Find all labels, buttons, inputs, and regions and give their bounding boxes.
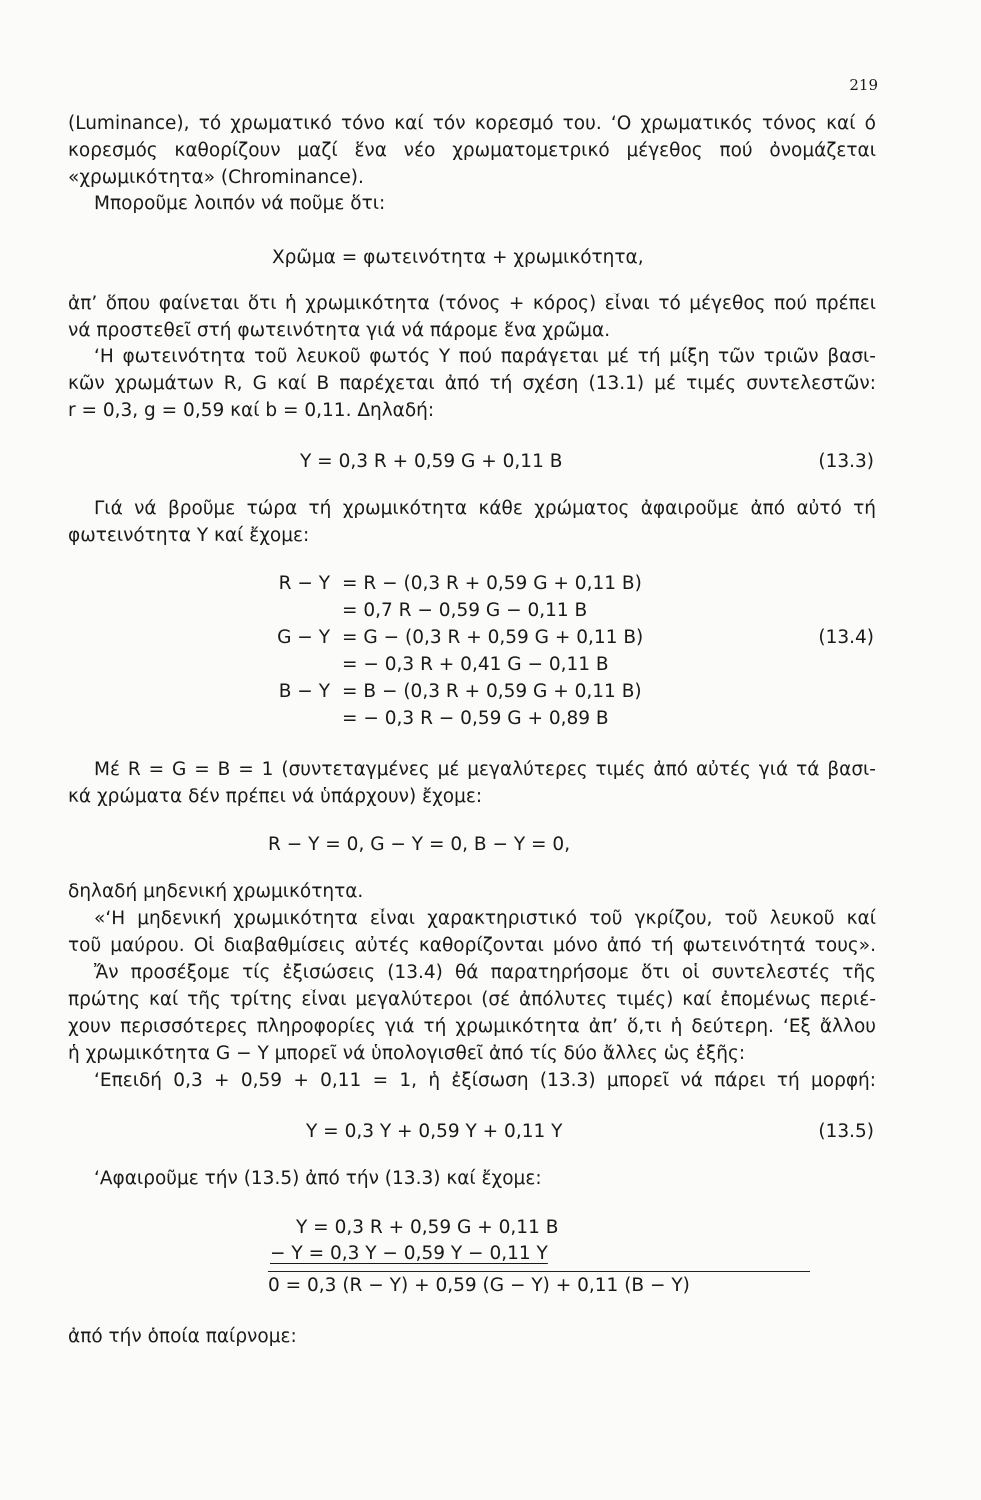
equation-lhs: G − Y: [277, 627, 330, 648]
page-number: 219: [849, 76, 878, 94]
equation-rhs: = B − (0,3 R + 0,59 G + 0,11 B): [342, 681, 642, 702]
text-line: πρώτης καί τῆς τρίτης εἶναι μεγαλύτεροι (σέ ἀπόλυτες τιμές) καί ἐπομένως περιέ-: [68, 989, 876, 1010]
text-line: ἀπ’ ὅπου φαίνεται ὅτι ἡ χρωμικότητα (τόνος + κόρος) εἶναι τό μέγεθος πού πρέπει: [68, 293, 876, 314]
text-line: «χρωμικότητα» (Chrominance).: [68, 167, 364, 188]
text-line: νά προστεθεῖ στή φωτεινότητα γιά νά πάρομε ἕνα χρῶμα.: [68, 320, 611, 341]
text-line: Γιά νά βροῦμε τώρα τή χρωμικότητα κάθε χρώματος ἀφαιροῦμε ἀπό αὐτό τή: [94, 498, 876, 519]
equation-rhs: = − 0,3 R + 0,41 G − 0,11 B: [342, 654, 609, 675]
equation-chroma: Χρῶμα = φωτεινότητα + χρωμικότητα,: [272, 247, 644, 268]
text-line: δηλαδή μηδενική χρωμικότητα.: [68, 881, 364, 902]
text-line: κορεσμός καθορίζουν μαζί ἕνα νέο χρωματομετρικό μέγεθος πού ὀνομάζεται: [68, 140, 876, 161]
text-line: ‘Επειδή 0,3 + 0,59 + 0,11 = 1, ἡ ἐξίσωση (13.3) μπορεῖ νά πάρει τή μορφή:: [94, 1070, 876, 1091]
equation-label: (13.5): [818, 1121, 874, 1142]
text-line: r = 0,3, g = 0,59 καί b = 0,11. Δηλαδή:: [68, 400, 435, 421]
text-line: Ἄν προσέξομε τίς ἐξισώσεις (13.4) θά παρατηρήσομε ὅτι οἱ συντελεστές τῆς: [94, 962, 876, 983]
subtraction-rule: [268, 1271, 810, 1272]
equation-lhs: B − Y: [278, 681, 330, 702]
text-line: ‘Η φωτεινότητα τοῦ λευκοῦ φωτός Y πού παράγεται μέ τή μίξη τῶν τριῶν βασι-: [94, 346, 876, 367]
text-line: Μποροῦμε λοιπόν νά ποῦμε ὅτι:: [94, 193, 386, 214]
text-line: (Luminance), τό χρωματικό τόνο καί τόν κορεσμό του. ‘Ο χρωματικός τόνος καί ό: [68, 113, 876, 134]
subtraction-row: Y = 0,3 R + 0,59 G + 0,11 B: [296, 1217, 559, 1238]
text-line: ἡ χρωμικότητα G − Y μπορεῖ νά ὑπολογισθεῖ ἀπό τίς δύο ἄλλες ὡς ἑξῆς:: [68, 1043, 746, 1064]
equation-rhs: = − 0,3 R − 0,59 G + 0,89 B: [342, 708, 609, 729]
equation-rhs: = R − (0,3 R + 0,59 G + 0,11 B): [342, 573, 642, 594]
subtraction-row: − Y = 0,3 Y − 0,59 Y − 0,11 Y: [270, 1243, 548, 1264]
equation-13-5: Y = 0,3 Y + 0,59 Y + 0,11 Y: [306, 1121, 563, 1142]
subtraction-result: 0 = 0,3 (R − Y) + 0,59 (G − Y) + 0,11 (B − Y): [268, 1275, 690, 1296]
text-line: Μέ R = G = B = 1 (συντεταγμένες μέ μεγαλύτερες τιμές ἀπό αὐτές γιά τά βασι-: [94, 759, 876, 780]
text-line: φωτεινότητα Y καί ἔχομε:: [68, 525, 310, 546]
text-line: ‘Αφαιροῦμε τήν (13.5) ἀπό τήν (13.3) καί ἔχομε:: [94, 1168, 542, 1189]
equation-label: (13.3): [818, 451, 874, 472]
text-line: χουν περισσότερες πληροφορίες γιά τή χρωμικότητα ἀπ’ ὅ,τι ἡ δεύτερη. ‘Εξ ἄλλου: [68, 1016, 876, 1037]
text-line: τοῦ μαύρου. Οἱ διαβαθμίσεις αὐτές καθορίζονται μόνο ἀπό τή φωτεινότητά τους».: [68, 935, 876, 956]
equation-lhs: R − Y: [278, 573, 330, 594]
text-line: «‘Η μηδενική χρωμικότητα εἶναι χαρακτηριστικό τοῦ γκρίζου, τοῦ λευκοῦ καί: [94, 908, 876, 929]
equation-rhs: = 0,7 R − 0,59 G − 0,11 B: [342, 600, 588, 621]
text-line: κά χρώματα δέν πρέπει νά ὑπάρχουν) ἔχομε:: [68, 786, 483, 807]
equation-label: (13.4): [818, 627, 874, 648]
equation-zero-chroma: R − Y = 0, G − Y = 0, B − Y = 0,: [268, 834, 571, 855]
equation-rhs: = G − (0,3 R + 0,59 G + 0,11 B): [342, 627, 644, 648]
text-line: κῶν χρωμάτων R, G καί B παρέχεται ἀπό τή σχέση (13.1) μέ τιμές συντελεστῶν:: [68, 373, 876, 394]
text-line: ἀπό τήν ὁποία παίρνομε:: [68, 1326, 297, 1347]
equation-13-3: Y = 0,3 R + 0,59 G + 0,11 B: [300, 451, 563, 472]
